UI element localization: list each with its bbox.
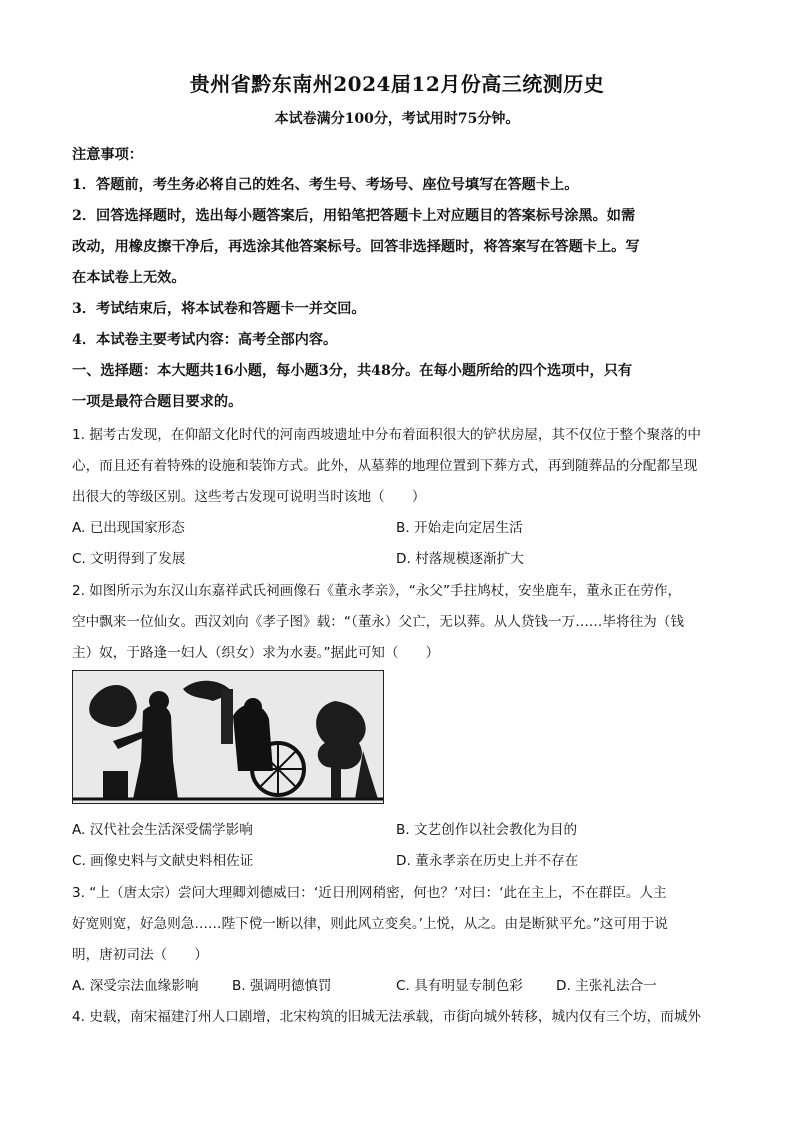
q2-option-d[interactable]: D. 董永孝亲在历史上并不存在: [396, 853, 579, 869]
question-2-text: 空中飘来一位仙女。西汉刘向《孝子图》载：“（董永）父亡，无以葬。从人贷钱一万……毕将往为（钱: [72, 614, 684, 630]
question-3-text: 好宽则宽，好急则急……陛下傥一断以律，则此风立变矣。’上悦，从之。由是断狱平允。”这可用于说: [72, 916, 668, 932]
q1-option-d[interactable]: D. 村落规模逐渐扩大: [396, 551, 524, 567]
section-heading: 一、选择题：本大题共16小题，每小题3分，共48分。在每小题所给的四个选项中，只有: [72, 363, 633, 379]
q1-option-a[interactable]: A. 已出现国家形态: [72, 520, 185, 536]
section-heading: 一项是最符合题目要求的。: [72, 394, 243, 410]
note-item: 3．考试结束后，将本试卷和答题卡一并交回。: [72, 301, 366, 317]
question-3-text: 3. “上（唐太宗）尝问大理卿刘德威曰：‘近日刑网稍密，何也？’对曰：‘此在主上，不在群臣。人主: [72, 885, 667, 901]
note-item: 1．答题前，考生务必将自己的姓名、考生号、考场号、座位号填写在答题卡上。: [72, 177, 579, 193]
q1-option-b[interactable]: B. 开始走向定居生活: [396, 520, 523, 536]
question-1-text: 出很大的等级区别。这些考古发现可说明当时该地（ ）: [72, 489, 426, 505]
note-item: 4．本试卷主要考试内容：高考全部内容。: [72, 332, 338, 348]
note-item: 在本试卷上无效。: [72, 270, 186, 286]
question-3-text: 明，唐初司法（ ）: [72, 947, 208, 963]
question-2-text: 主）奴，于路逢一妇人（织女）求为水妻。”据此可知（ ）: [72, 645, 440, 661]
q2-option-c[interactable]: C. 画像史料与文献史料相佐证: [72, 853, 254, 869]
q2-option-b[interactable]: B. 文艺创作以社会教化为目的: [396, 822, 578, 838]
q2-option-a[interactable]: A. 汉代社会生活深受儒学影响: [72, 822, 253, 838]
q3-option-b[interactable]: B. 强调明德慎罚: [232, 978, 332, 994]
note-item: 2．回答选择题时，选出每小题答案后，用铅笔把答题卡上对应题目的答案标号涂黑。如需: [72, 208, 636, 224]
q1-option-c[interactable]: C. 文明得到了发展: [72, 551, 186, 567]
question-1-text: 1. 据考古发现，在仰韶文化时代的河南西坡遗址中分布着面积很大的铲状房屋，其不仅位于整个聚落的中: [72, 427, 702, 443]
stone-relief-image: [72, 670, 384, 804]
question-4-text: 4. 史载，南宋福建汀州人口剧增，北宋构筑的旧城无法承载，市街向城外转移，城内仅有三个坊，而城外: [72, 1009, 702, 1025]
relief-drawing: [73, 671, 383, 803]
note-item: 改动，用橡皮擦干净后，再选涂其他答案标号。回答非选择题时，将答案写在答题卡上。写: [72, 239, 640, 255]
exam-subtitle: 本试卷满分100分，考试用时75分钟。: [274, 111, 520, 127]
q3-option-d[interactable]: D. 主张礼法合一: [556, 978, 657, 994]
q3-option-c[interactable]: C. 具有明显专制色彩: [396, 978, 523, 994]
exam-title: 贵州省黔东南州2024届12月份高三统测历史: [189, 72, 605, 96]
notes-heading: 注意事项：: [72, 147, 143, 163]
question-2-text: 2. 如图所示为东汉山东嘉祥武氏祠画像石《董永孝亲》，“永父”手拄鸠杖，安坐鹿车，董永正在劳作，: [72, 583, 682, 599]
q3-option-a[interactable]: A. 深受宗法血缘影响: [72, 978, 199, 994]
question-1-text: 心，而且还有着特殊的设施和装饰方式。此外，从墓葬的地理位置到下葬方式，再到随葬品的分配都呈现: [72, 458, 698, 474]
